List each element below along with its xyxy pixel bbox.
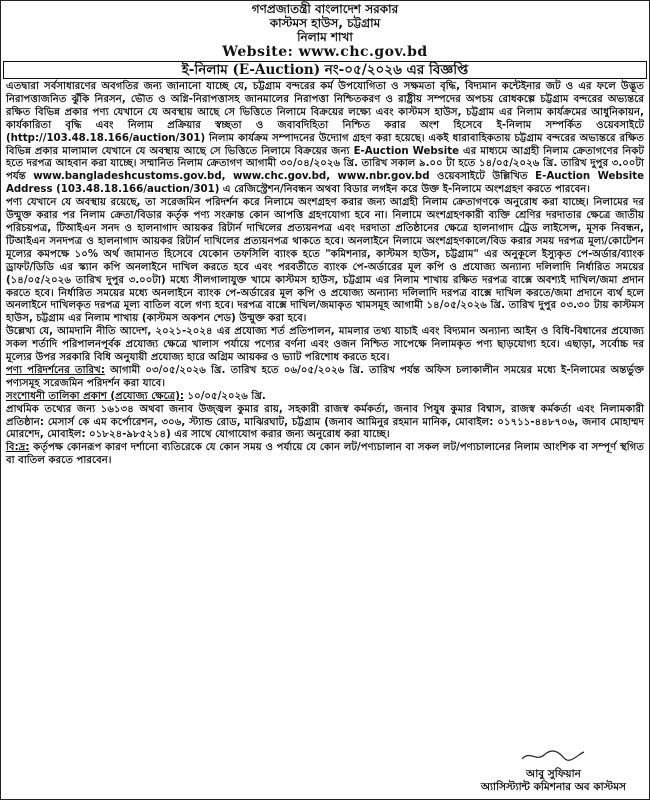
signatory-name: আবু সুফিয়ান bbox=[526, 768, 581, 780]
inspection-text: আগামী ০৩/০৫/২০২৬ খ্রি. তারিখ হতে ০৬/০৫/২০২৬ খ্রি. তারিখ পর্যন্ত অফিস চলাকালীন সময়ের মধ্যে ই-নিলামের অন্তর্ভুক্ত পণ্যসমূহ সরেজমিন পরিদর্শন করা যাবে। bbox=[6, 364, 644, 389]
paragraph-conditions: উল্লেখ্য যে, আমদানি নীতি আদেশ, ২০২১-২০২৪ এর প্রযোজ্য শর্ত প্রতিপালন, মামলার তথ্য যাচাই এবং বিদ্যমান অন্যান্য আইন ও বিধি-বিধানের প্রযোজ্য সকল শর্তাদি পরিপালনপূর্বক প্রযোজ্য ক্ষেত্রে খালাস পর্যায়ে পণ্যের বর্ণনা এবং ওজন নিশ্চিত সাপেক্ষে নিলামকৃত পণ্য ছাড়যোগ্য হবে। এছাড়া, সর্বোচ্চ দর মূল্যের উপর সরকারি বিধি অনুযায়ী প্রযোজ্য হারে অগ্রিম আয়কর ও ভ্যাট পরিশোধ করতে হবে। bbox=[6, 326, 644, 364]
website-line: Website: www.chc.gov.bd bbox=[222, 44, 428, 60]
note-text: কর্তৃপক্ষ কোনরূপ কারণ দর্শানো ব্যতিরেকে যে কোন সময় ও পর্যায়ে যে কোন লট/পণ্যচালান বা সকল লট/পণ্যচালানের নিলাম আংশিক বা সম্পূর্ণ স্থগিত বা বাতিল করতে পারবেন। bbox=[6, 442, 644, 467]
section-line: নিলাম শাখা bbox=[297, 30, 353, 44]
inspection-label: পণ্য পরিদর্শনের তারিখ: bbox=[6, 364, 105, 376]
paragraph-contact: প্রাথমিক তথ্যের জন্য ১৬১৩৪ অথবা জনাব উজ্জ্বল কুমার রায়, সহকারী রাজস্ব কর্মকর্তা, জনাব পিযুষ কুমার বিশ্বাস, রাজস্ব কর্মকর্তা এবং নিলামকারী প্রতিষ্ঠান: মেসার্স কে এম কর্পোরেশন, ৩০৬, স্ট্যান্ড রোড, মাঝিরঘাট, চট্টগ্রাম (জনাব আমিনুর রহমান মানিক, মোবাইল: ০১৭১১-৪৪৮৭০৬, জনাব মোহাম্মদ মোরশেদ, মোবাইল: ০১৮২৪-৯৮৫২১৪) এর সাথে যোগাযোগ করার জন্য অনুরোধ করা যাচ্ছে। bbox=[6, 403, 644, 441]
paragraph-intro: এতদ্বারা সর্বসাধারণের অবগতির জন্য জানানো যাচ্ছে যে, চট্টগ্রাম বন্দরের কর্ম উপযোগিতা ও সক্ষমতা বৃদ্ধি, বিদ্যমান কন্টেইনার জট ও এর ফলে উদ্ভূত নিরাপত্তাজনিত ঝুঁকি নিরসন, ভৌত ও অগ্নি-নিরাপত্তাসহ জানমালের নিরাপত্তা নিশ্চিতকরণ ও রাষ্ট্রীয় সম্পদের অপচয় রোধকল্পে চট্টগ্রাম বন্দরের অভ্যন্তরে রক্ষিত বিভিন্ন প্রকার পণ্য যেখানে যে অবস্থায় আছে সে ভিত্তিতে নিলামে বিক্রয়ের লক্ষ্যে এবং কাস্টমস হাউস, চট্টগ্রাম এর নিলাম কার্যক্রমের আধুনিকায়ন, কার্যকারিতা বৃদ্ধি এবং নিলাম প্রক্রিয়ার স্বচ্ছতা ও জবাবদিহিতা নিশ্চিত করার অংশ হিসেবে ই-নিলাম সম্পর্কিত ওয়েবসাইটে (http://103.48.18.166/auction/301) নিলাম কার্যক্রম সম্পাদনের উদ্যোগ গ্রহণ করা হয়েছে। একই ধারাবাহিকতায় চট্টগ্রাম বন্দরের অভ্যন্তরে রক্ষিত বিভিন্ন প্রকার মালামাল যেখানে যে অবস্থায় আছে সে ভিত্তিতে নিলামে বিক্রয়ের জন্য E-Auction Website এর মাধ্যমে আগ্রহী নিলাম ক্রেতাগণের নিকট হতে দরপত্র আহবান করা যাচ্ছে। সম্মানিত নিলাম ক্রেতাগণ আগামী ৩০/০৪/২০২৬ খ্রি. তারিখ সকাল ৯.০০ টা হতে ১৪/০৫/২০২৬ খ্রি. তারিখ দুপুর ৩.০০টা পর্যন্ত www.bangladeshcustoms.gov.bd, www.chc.gov.bd, www.nbr.gov.bd ওয়েবসাইটে উল্লিখিত E-Auction Website Address (103.48.18.166/auction/301) এ রেজিস্ট্রেশন/নিবন্ধন অথবা বিডার লগইন করে উক্ত ই-নিলামে অংশগ্রহণ করতে পারবেন। bbox=[6, 81, 644, 196]
signature-block bbox=[481, 748, 626, 794]
signatory-designation: অ্যাসিস্ট্যান্ট কমিশনার অব কাস্টমস bbox=[480, 781, 626, 793]
note-label: বি:দ্র: bbox=[6, 442, 30, 454]
office-line: কাস্টমস হাউস, চট্টগ্রাম bbox=[269, 16, 381, 30]
signature-mark bbox=[481, 748, 626, 768]
paragraph-terms: পণ্য যেখানে যে অবস্থায় রয়েছে, তা সরেজমিন পরিদর্শন করে নিলামে অংশগ্রহণ করার জন্য আগ্রহী নিলাম ক্রেতাগণকে অনুরোধ করা যাচ্ছে। নিলামের দর উন্মুক্ত করার পর নিলাম ক্রেতা/বিডার কর্তৃক পণ্য সংক্রান্ত কোন আপত্তি গ্রহণযোগ্য হবে না। নিলামে অংশগ্রহণকারী ব্যক্তি শ্রেণির দরদাতার ক্ষেত্রে জাতীয় পরিচয়পত্র, টিআইএন সনদ ও হালনাগাদ আয়কর রিটার্ন দাখিলের প্রত্যয়নপত্র এবং দরদাতা প্রতিষ্ঠানের ক্ষেত্রে হালনাগাদ ট্রেড লাইসেন্স, মূসক নিবন্ধন, টিআইএন সনদপত্র ও হালনাগাদ আয়কর রিটার্ন দাখিলের প্রত্যয়নপত্র থাকতে হবে। অনলাইনে নিলামে অংশগ্রহণকালে/বিড করার সময় দরপত্র মূল্য/কোটেশন মূল্যের কমপক্ষে ১০% অর্থ জামানত হিসেবে যেকোন তফসিলি ব্যাংক হতে "কমিশনার, কাস্টমস হাউস, চট্টগ্রাম" এর অনুকূলে ইস্যুকৃত পে-অর্ডার/ব্যাংক ড্রাফট/ডিডি এর স্ক্যান কপি অনলাইনে দাখিল করতে হবে এবং পরবর্তীতে ব্যাংক পে-অর্ডারের মূল কপি ও প্রযোজ্য অন্যান্য দলিলাদি নির্ধারিত সময়ের (১৪/০৫/২০২৬ তারিখ দুপুর ৩.০০টা) মধ্যে সীলগালাযুক্ত খামে কাস্টমস হাউস, চট্টগ্রাম এর নিলাম শাখায় রক্ষিত দরপত্র বাক্সে অবশ্যই দাখিল/জমা প্রদান করতে হবে। নির্ধারিত সময়ের মধ্যে অনলাইনে ব্যাংক পে-অর্ডারের মূল কপি ও প্রযোজ্য অন্যান্য দলিলাদি দরপত্র বাক্সে দাখিল করতে/জমা প্রদানে ব্যর্থ হলে অনলাইনে দাখিলকৃত দরপত্র মূল্য বাতিল বলে গণ্য হবে। দরপত্র বাক্সে দাখিল/জমাকৃত খামসমূহ আগামী ১৪/০৫/২০২৬ খ্রি. তারিখ দুপুর ০৩.৩০ টায় কাস্টমস হাউস, চট্টগ্রাম এর নিলাম শাখায় (কাস্টমস অকশন শেড) উন্মুক্ত করা হবে। bbox=[6, 197, 644, 325]
revised-list-label: সংশোধনী তালিকা প্রকাশ (প্রযোজ্য ক্ষেত্রে): bbox=[6, 390, 184, 402]
revised-list-text: ১০/০৫/২০২৬ খ্রি. bbox=[183, 390, 266, 402]
signature-scribble-icon bbox=[518, 748, 588, 764]
notice-title: ই-নিলাম (E-Auction) নং-০৫/২০২৬ এর বিজ্ঞপ্তি bbox=[3, 61, 647, 79]
govt-line: গণপ্রজাতন্ত্রী বাংলাদেশ সরকার bbox=[251, 2, 399, 16]
